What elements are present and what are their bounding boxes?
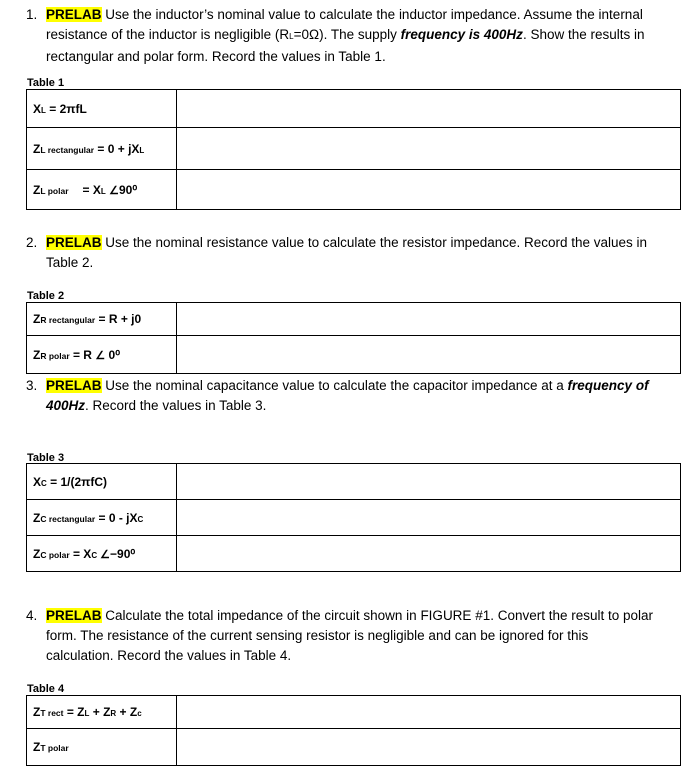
table-2-value-cell[interactable]: [177, 336, 681, 374]
prelab-label: PRELAB: [46, 608, 102, 623]
table-3-value-cell[interactable]: [177, 536, 681, 572]
table-1-label-cell: XL = 2πfL: [27, 90, 177, 128]
table-1-label-cell: ZL rectangular = 0 + jXL: [27, 128, 177, 170]
question-1: [26, 5, 696, 67]
table-1-value-cell[interactable]: [177, 90, 681, 128]
table-2-label-cell: ZR rectangular = R + j0: [27, 303, 177, 336]
angle-icon: ∠: [109, 184, 119, 197]
table-row: [27, 729, 681, 766]
table-row: [27, 90, 681, 128]
table-row: [27, 500, 681, 536]
table-row: [27, 170, 681, 210]
table-4-value-cell[interactable]: [177, 729, 681, 766]
question-4-number: 4.: [26, 608, 38, 623]
table-row: [27, 336, 681, 374]
prelab-label: PRELAB: [46, 378, 102, 393]
table-row: [27, 536, 681, 572]
table-3-value-cell[interactable]: [177, 500, 681, 536]
question-3-text: PRELAB Use the nominal capacitance value to calculate the capacitor impedance at a frequency of 400Hz. Record the values in Table 3.: [46, 378, 649, 413]
question-3: [26, 376, 696, 418]
table-4-label-cell: ZT rect = ZL + ZR + Zc: [27, 696, 177, 729]
table-1-caption: Table 1: [27, 77, 65, 89]
prelab-label: PRELAB: [46, 235, 102, 250]
table-2-value-cell[interactable]: [177, 303, 681, 336]
table-4: [26, 695, 681, 766]
table-2: [26, 302, 681, 374]
question-3-number: 3.: [26, 378, 38, 393]
table-4-caption: Table 4: [27, 683, 65, 695]
question-2-number: 2.: [26, 235, 38, 250]
table-4-value-cell[interactable]: [177, 696, 681, 729]
question-2-text: PRELAB Use the nominal resistance value to calculate the resistor impedance. Record the values in Table 2.: [46, 235, 648, 270]
angle-icon: ∠: [95, 349, 106, 362]
table-row: [27, 696, 681, 729]
prelab-label: PRELAB: [46, 7, 102, 22]
table-3-label-cell: ZC polar = XC ∠−90⁰: [27, 536, 177, 572]
question-4-text: PRELAB Calculate the total impedance of the circuit shown in FIGURE #1. Convert the result to polar form. The resistance of the current sensing resistor is negligible and can be ignored for this calculation. Record the values in Table 4.: [46, 608, 654, 663]
table-row: [27, 128, 681, 170]
question-1-number: 1.: [26, 7, 38, 22]
table-row: [27, 464, 681, 500]
table-1-label-cell: ZL polar = XL ∠90⁰: [27, 170, 177, 210]
table-3: [26, 463, 681, 572]
table-3-label-cell: ZC rectangular = 0 - jXC: [27, 500, 177, 536]
table-3-label-cell: XC = 1/(2πfC): [27, 464, 177, 500]
question-1-text: PRELAB Use the inductor’s nominal value to calculate the inductor impedance. Assume the internal resistance of the inductor is negligible (RL=0Ω). The supply frequency is 400Hz. Show the results in rectangular and polar form. Record the values in Table 1.: [46, 7, 645, 64]
table-2-caption: Table 2: [27, 290, 65, 302]
table-4-label-cell: ZT polar: [27, 729, 177, 766]
table-1-value-cell[interactable]: [177, 170, 681, 210]
table-3-value-cell[interactable]: [177, 464, 681, 500]
angle-icon: ∠: [97, 548, 111, 561]
question-4: [26, 606, 696, 668]
table-row: [27, 303, 681, 336]
table-1: [26, 89, 681, 210]
question-2: [26, 233, 696, 275]
table-3-caption: Table 3: [27, 452, 65, 464]
table-1-value-cell[interactable]: [177, 128, 681, 170]
table-2-label-cell: ZR polar = R ∠ 0⁰: [27, 336, 177, 374]
